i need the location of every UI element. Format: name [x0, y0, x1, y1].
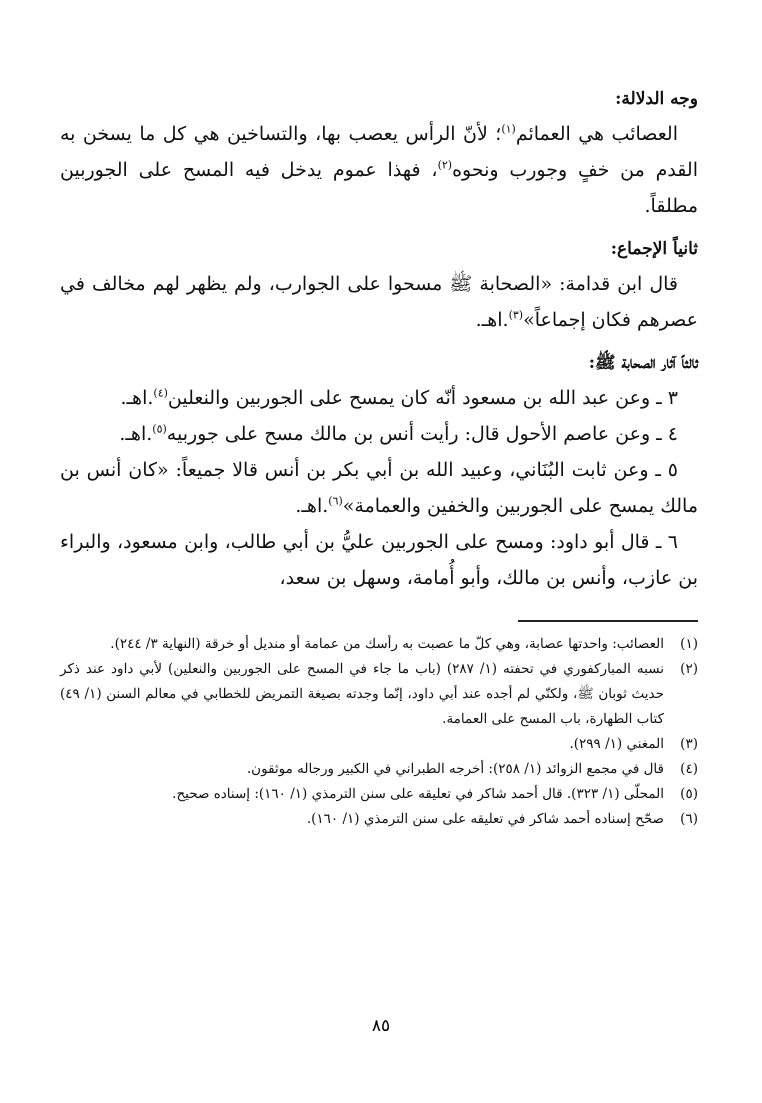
footnote	[60, 757, 698, 782]
footnote	[60, 732, 698, 757]
section	[60, 236, 698, 338]
footnote-text: المحلّى (١/ ٣٢٣). قال أحمد شاكر في تعليقه على سنن الترمذي (١/ ١٦٠): إسناده صحيح.	[172, 786, 664, 802]
footnote-text: العصائب: واحدتها عصابة، وهي كلّ ما عصبت به رأسك من عمامة أو منديل أو خرقة (النهاية ٣/ ٢٤٤).	[110, 636, 664, 652]
text-run: ٤ ـ وعن عاصم الأحول قال: رأيت أنس بن مالك مسح على جوربيه	[166, 423, 678, 445]
text-run: .اهـ.	[120, 387, 154, 409]
footnote-number: (٣)	[680, 736, 698, 752]
footnote-marker: (٦)	[328, 494, 343, 508]
footnote-separator	[518, 620, 698, 622]
paragraph	[60, 524, 698, 596]
body-text	[60, 86, 698, 596]
footnote-number: (٥)	[680, 786, 698, 802]
section	[60, 86, 698, 224]
footnote	[60, 807, 698, 832]
footnote-number: (٢)	[680, 661, 698, 677]
text-run: .اهـ.	[295, 495, 329, 517]
footnote-marker: (٢)	[437, 158, 453, 172]
section-heading: ثالثاً آثار الصحابة ﷺ:	[588, 353, 698, 373]
paragraph	[60, 380, 698, 416]
footnote-number: (٦)	[680, 811, 698, 827]
footnote-marker: (٥)	[152, 422, 167, 436]
text-run: ٣ ـ وعن عبد الله بن مسعود أنّه كان يمسح على الجوربين والنعلين	[167, 387, 678, 409]
footnote-marker: (٤)	[153, 386, 168, 400]
paragraph	[60, 452, 698, 524]
text-run: قال ابن قدامة: «الصحابة ﷺ مسحوا على الجوارب، ولم يظهر لهم مخالف في عصرهم فكان إجماعاً»	[60, 273, 698, 331]
section-heading: ثانياً الإجماع:	[610, 239, 698, 259]
footnote-text: نسبه المباركفوري في تحفته (١/ ٢٨٧) (باب ما جاء في المسح على الجوربين والنعلين) لأبي داود عند ذكر حديث ثوبان ﷺ، ولكنّي لم أجده عند أبي داود، إنّما وجدته بصيغة التمريض للخطابي في معالم السنن (١/ ٤٩) كتاب الطهارة، باب المسح على العمامة.	[60, 661, 665, 727]
footnote-number: (٤)	[680, 761, 698, 777]
text-run: .اهـ.	[475, 309, 509, 331]
section-heading: وجه الدلالة:	[615, 89, 698, 109]
footnote-text: قال في مجمع الزوائد (١/ ٢٥٨): أخرجه الطبراني في الكبير ورجاله موثقون.	[246, 761, 664, 777]
footnote-number: (١)	[680, 636, 698, 652]
text-run: ٦ ـ قال أبو داود: ومسح على الجوربين عليُّ بن أبي طالب، وابن مسعود، والبراء بن عازب، وأنس بن مالك، وأبو أُمامة، وسهل بن سعد،	[60, 531, 698, 589]
footnote	[60, 632, 698, 657]
footnote	[60, 782, 698, 807]
paragraph	[60, 416, 698, 452]
footnote-marker: (٣)	[508, 308, 524, 322]
footnote-marker: (١)	[501, 122, 516, 136]
text-run: .اهـ.	[119, 423, 153, 445]
section	[60, 350, 698, 596]
footnotes	[60, 632, 698, 832]
footnote-text: صحّح إسناده أحمد شاكر في تعليقه على سنن الترمذي (١/ ١٦٠).	[306, 811, 664, 827]
paragraph	[60, 266, 698, 338]
text-run: ؛ لأنّ الرأس يعصب بها، والتساخين هي كل ما يسخن به القدم من خفٍ وجورب ونحوه	[60, 123, 698, 181]
footnote-text: المغني (١/ ٢٩٩).	[569, 736, 664, 752]
text-run: العصائب هي العمائم	[515, 123, 678, 145]
footnote	[60, 657, 698, 732]
text-run: ٥ ـ وعن ثابت البُنَاني، وعبيد الله بن أبي بكر بن أنس قالا جميعاً: «كان أنس بن مالك يمسح على الجوربين والخفين والعمامة»	[60, 459, 698, 517]
page-number: ٨٥	[371, 1016, 391, 1036]
paragraph	[60, 116, 698, 224]
text-run: ، فهذا عموم يدخل فيه المسح على الجوربين مطلقاً.	[60, 159, 698, 217]
